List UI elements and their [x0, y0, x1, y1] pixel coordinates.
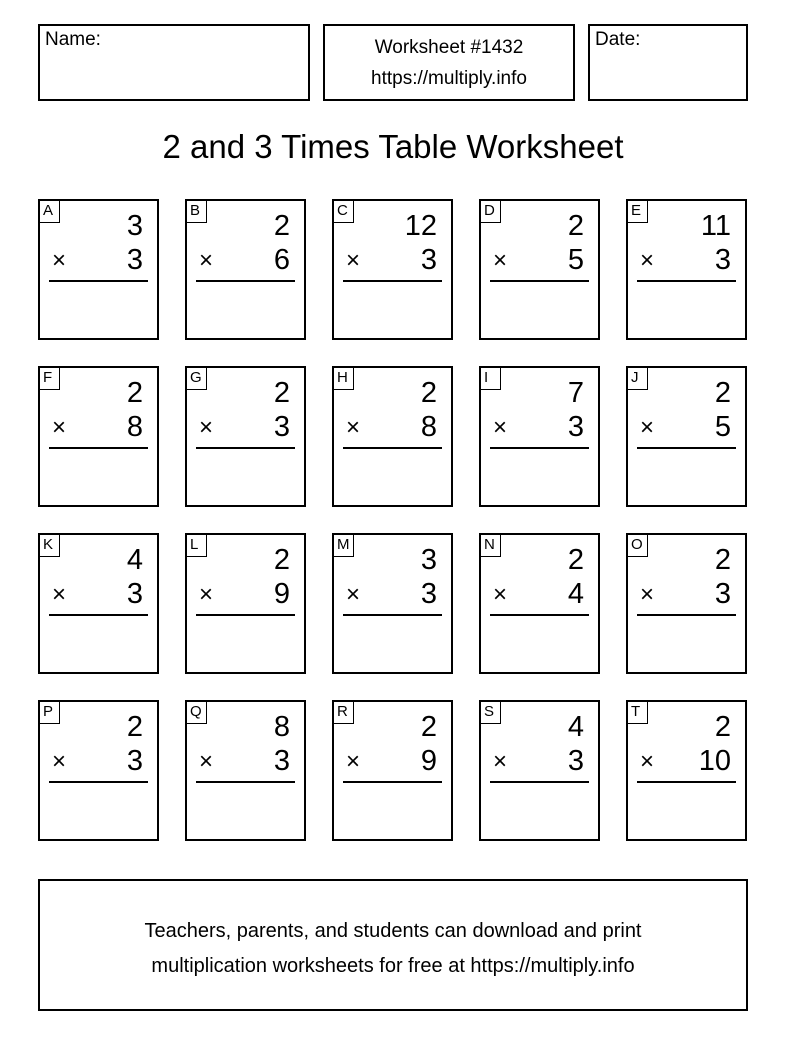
multiplicand: 3 — [420, 544, 437, 576]
multiplier: 3 — [126, 578, 143, 610]
answer-line — [343, 447, 442, 449]
answer-line — [196, 280, 295, 282]
multiplicand: 4 — [126, 544, 143, 576]
name-label: Name: — [45, 29, 101, 50]
answer-line — [490, 280, 589, 282]
multiplier: 3 — [126, 745, 143, 777]
problem-letter: D — [481, 201, 501, 223]
problem-letter: F — [40, 368, 60, 390]
problem-letter: K — [40, 535, 60, 557]
multiplicand: 2 — [714, 711, 731, 743]
problem-d[interactable] — [479, 199, 600, 340]
answer-line — [49, 447, 148, 449]
problem-a[interactable] — [38, 199, 159, 340]
times-sign: × — [640, 414, 655, 441]
times-sign: × — [493, 247, 508, 274]
problem-letter: B — [187, 201, 207, 223]
multiplicand: 2 — [420, 711, 437, 743]
answer-line — [196, 614, 295, 616]
name-field-box[interactable] — [38, 24, 310, 101]
answer-line — [196, 447, 295, 449]
date-label: Date: — [595, 29, 641, 50]
answer-line — [490, 447, 589, 449]
problem-letter: A — [40, 201, 60, 223]
multiplier: 9 — [273, 578, 290, 610]
multiplicand: 8 — [273, 711, 290, 743]
multiplier: 3 — [714, 578, 731, 610]
multiplicand: 12 — [404, 210, 437, 242]
times-sign: × — [346, 748, 361, 775]
multiplicand: 2 — [420, 377, 437, 409]
problem-letter: P — [40, 702, 60, 724]
times-sign: × — [493, 581, 508, 608]
answer-line — [637, 447, 736, 449]
multiplicand: 2 — [273, 544, 290, 576]
multiplier: 5 — [714, 411, 731, 443]
problem-letter: E — [628, 201, 648, 223]
problem-letter: M — [334, 535, 354, 557]
times-sign: × — [199, 581, 214, 608]
problem-n[interactable] — [479, 533, 600, 674]
problem-o[interactable] — [626, 533, 747, 674]
problem-letter: J — [628, 368, 648, 390]
multiplier: 9 — [420, 745, 437, 777]
multiplicand: 3 — [126, 210, 143, 242]
times-sign: × — [640, 748, 655, 775]
multiplicand: 2 — [567, 210, 584, 242]
multiplicand: 2 — [567, 544, 584, 576]
multiplicand: 2 — [273, 377, 290, 409]
answer-line — [49, 614, 148, 616]
page-title: 2 and 3 Times Table Worksheet — [162, 128, 624, 165]
multiplicand: 2 — [126, 711, 143, 743]
answer-line — [490, 781, 589, 783]
problem-letter: N — [481, 535, 501, 557]
multiplier: 8 — [420, 411, 437, 443]
problem-e[interactable] — [626, 199, 747, 340]
problem-b[interactable] — [185, 199, 306, 340]
answer-line — [637, 280, 736, 282]
multiplier: 3 — [567, 411, 584, 443]
times-sign: × — [52, 414, 67, 441]
multiplier: 3 — [420, 244, 437, 276]
answer-line — [637, 614, 736, 616]
times-sign: × — [640, 247, 655, 274]
answer-line — [490, 614, 589, 616]
problem-t[interactable] — [626, 700, 747, 841]
multiplier: 3 — [273, 745, 290, 777]
multiplier: 6 — [273, 244, 290, 276]
multiplier: 3 — [714, 244, 731, 276]
footer-box — [38, 879, 748, 1011]
footer-text — [40, 914, 746, 984]
times-sign: × — [199, 414, 214, 441]
problem-f[interactable] — [38, 366, 159, 507]
problem-g[interactable] — [185, 366, 306, 507]
multiplicand: 2 — [714, 544, 731, 576]
multiplier: 3 — [273, 411, 290, 443]
answer-line — [343, 280, 442, 282]
times-sign: × — [199, 748, 214, 775]
problem-letter: H — [334, 368, 354, 390]
multiplier: 3 — [420, 578, 437, 610]
multiplicand: 2 — [126, 377, 143, 409]
problem-letter: G — [187, 368, 207, 390]
problem-letter: C — [334, 201, 354, 223]
answer-line — [49, 781, 148, 783]
answer-line — [343, 781, 442, 783]
multiplier: 3 — [126, 244, 143, 276]
multiplicand: 4 — [567, 711, 584, 743]
multiplier: 10 — [698, 745, 731, 777]
times-sign: × — [346, 581, 361, 608]
problem-c[interactable] — [332, 199, 453, 340]
problem-h[interactable] — [332, 366, 453, 507]
worksheet-website: https://multiply.info — [371, 68, 527, 89]
multiplier: 3 — [567, 745, 584, 777]
problem-letter: R — [334, 702, 354, 724]
answer-line — [49, 280, 148, 282]
multiplier: 5 — [567, 244, 584, 276]
problem-letter: I — [481, 368, 501, 390]
multiplicand: 11 — [700, 210, 731, 242]
answer-line — [196, 781, 295, 783]
date-field-box[interactable] — [588, 24, 748, 101]
problem-j[interactable] — [626, 366, 747, 507]
problem-letter: S — [481, 702, 501, 724]
problem-r[interactable] — [332, 700, 453, 841]
answer-line — [343, 614, 442, 616]
answer-line — [637, 781, 736, 783]
worksheet-number: Worksheet #1432 — [374, 37, 524, 58]
problem-letter: T — [628, 702, 648, 724]
problem-i[interactable] — [479, 366, 600, 507]
times-sign: × — [493, 414, 508, 441]
times-sign: × — [346, 414, 361, 441]
footer-line-1: Teachers, parents, and students can download and print — [144, 920, 642, 942]
times-sign: × — [52, 247, 67, 274]
problem-s[interactable] — [479, 700, 600, 841]
times-sign: × — [493, 748, 508, 775]
times-sign: × — [52, 581, 67, 608]
problem-letter: L — [187, 535, 207, 557]
footer-line-2: multiplication worksheets for free at https://multiply.info — [151, 955, 635, 977]
problem-m[interactable] — [332, 533, 453, 674]
times-sign: × — [199, 247, 214, 274]
problem-k[interactable] — [38, 533, 159, 674]
multiplier: 4 — [567, 578, 584, 610]
times-sign: × — [52, 748, 67, 775]
problem-letter: O — [628, 535, 648, 557]
problem-q[interactable] — [185, 700, 306, 841]
worksheet-info-box — [323, 24, 575, 101]
problem-p[interactable] — [38, 700, 159, 841]
multiplicand: 7 — [567, 377, 584, 409]
times-sign: × — [346, 247, 361, 274]
problem-l[interactable] — [185, 533, 306, 674]
problem-letter: Q — [187, 702, 207, 724]
times-sign: × — [640, 581, 655, 608]
multiplicand: 2 — [273, 210, 290, 242]
multiplicand: 2 — [714, 377, 731, 409]
multiplier: 8 — [126, 411, 143, 443]
